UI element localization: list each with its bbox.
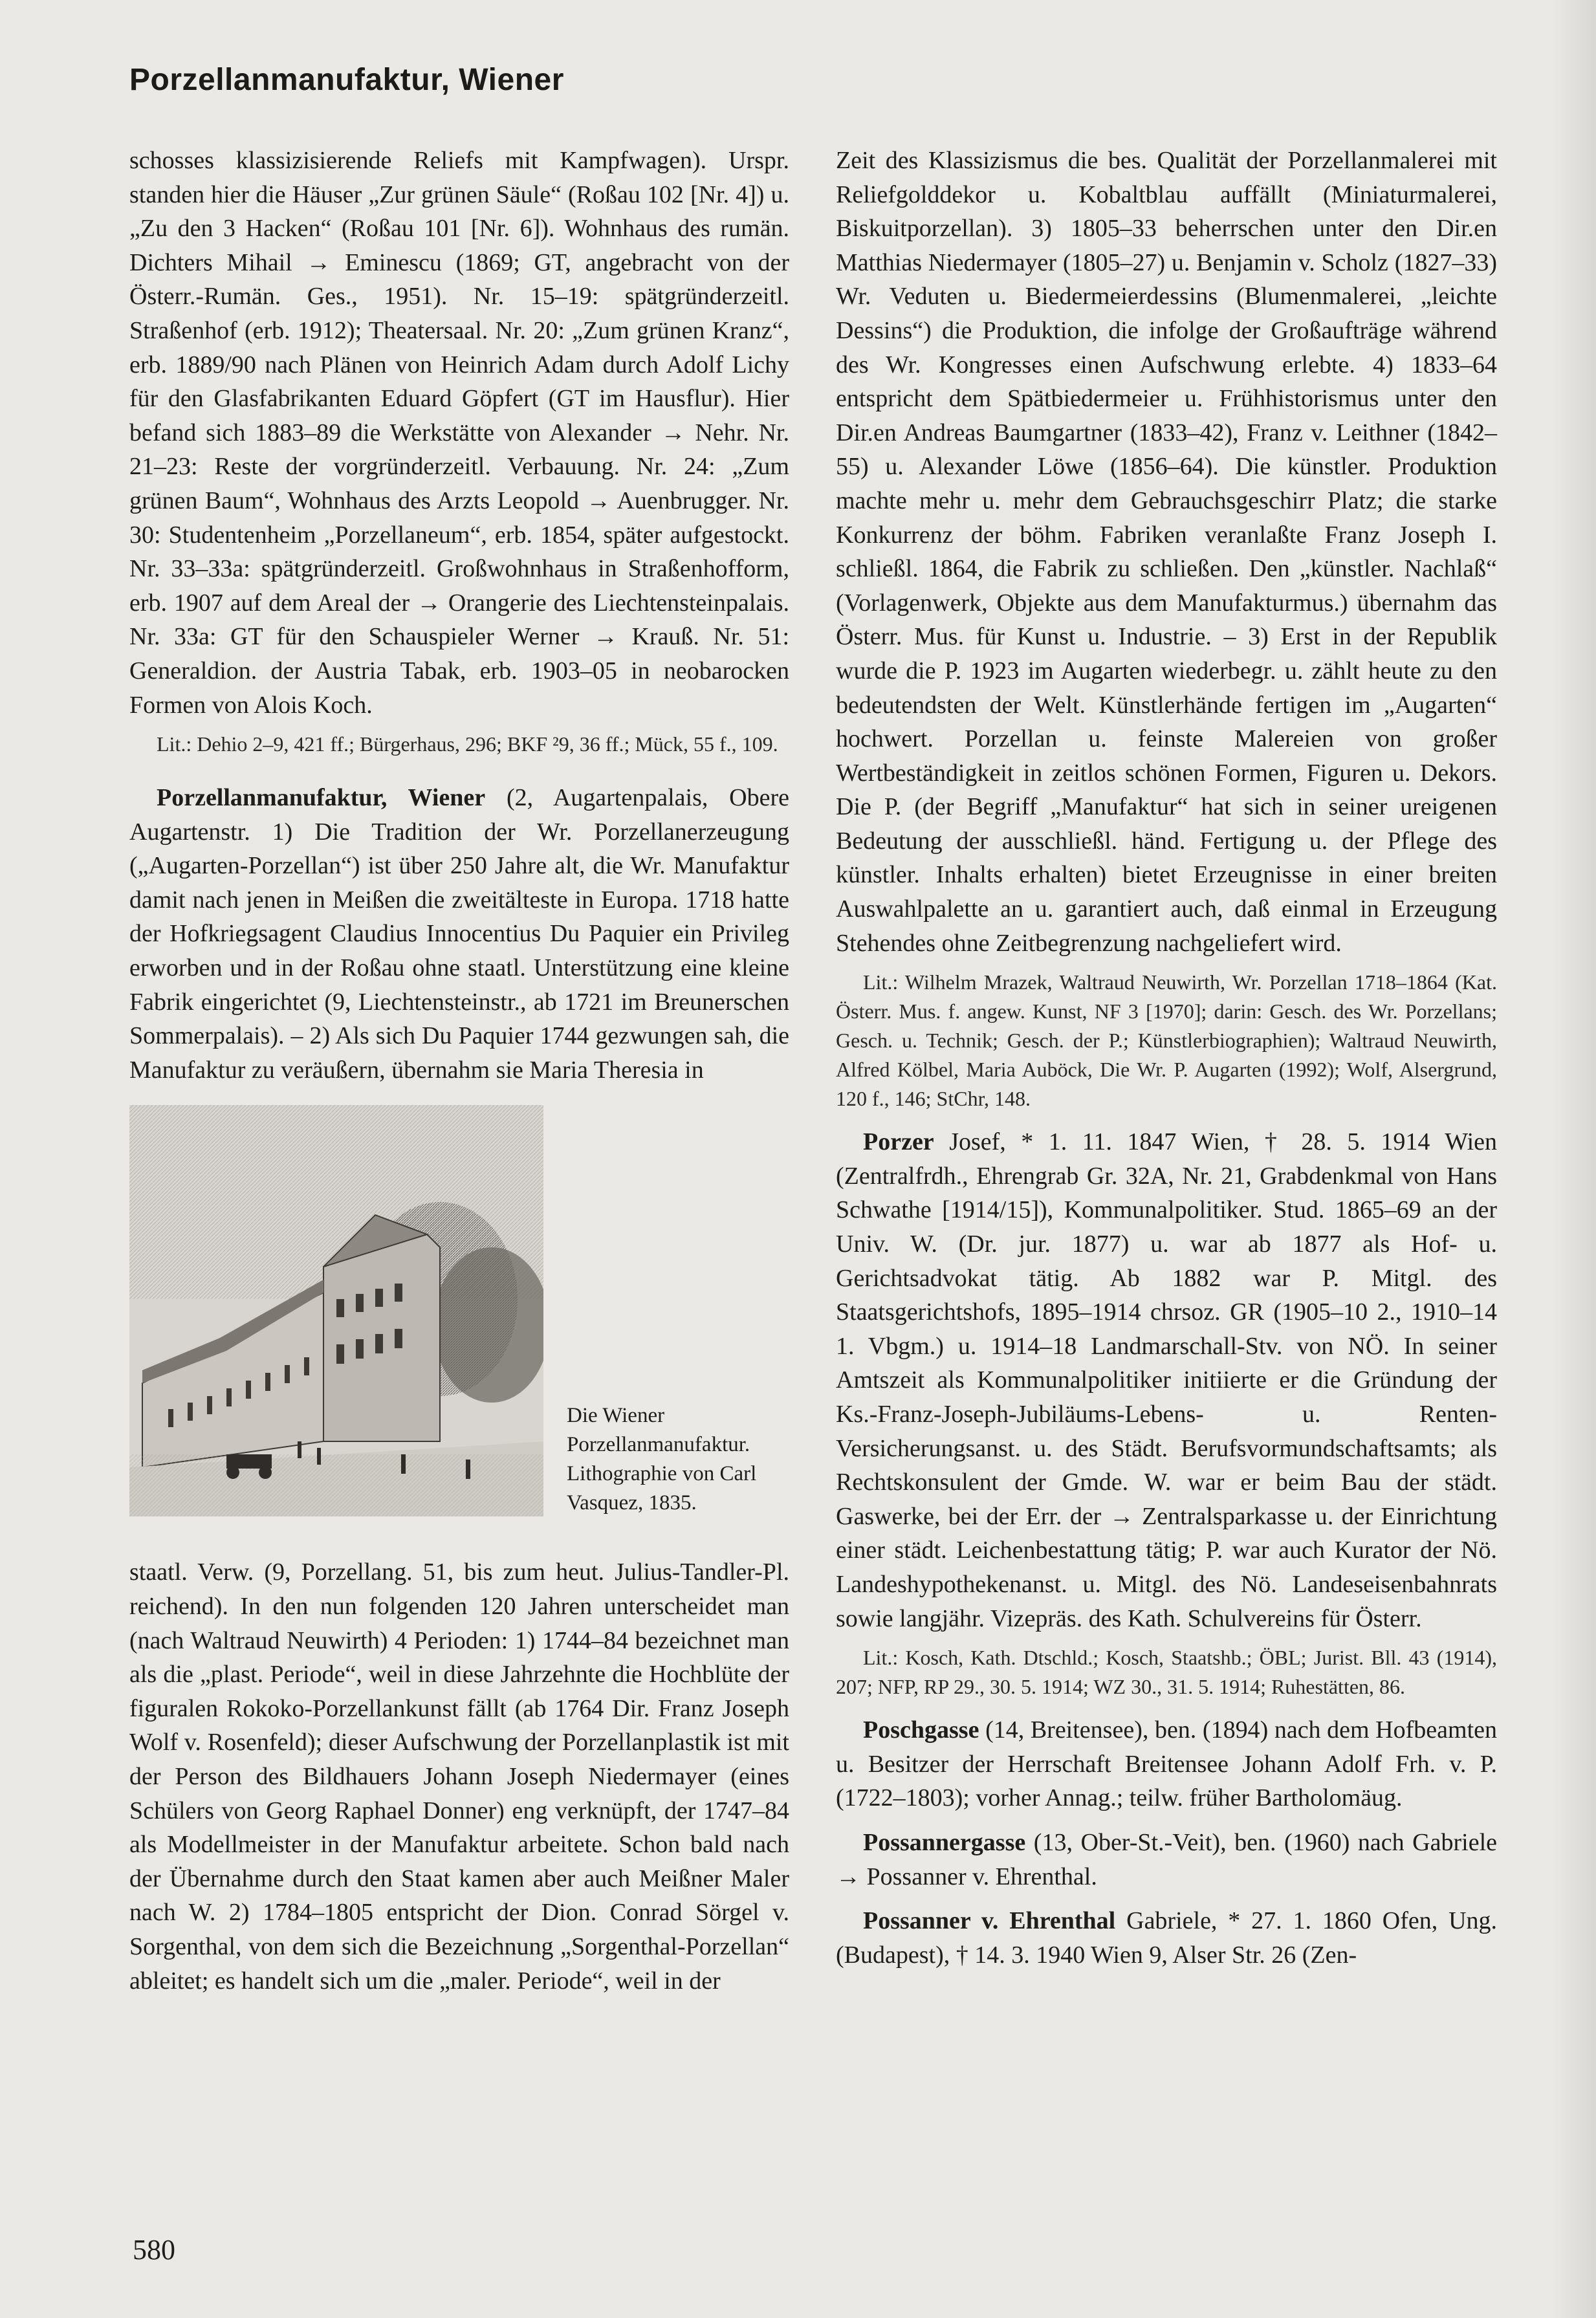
running-head: Porzellanmanufaktur, Wiener xyxy=(129,63,564,97)
possannergasse-text: (13, Ober-St.-Veit), ben. (1960) nach Gabriele → Possanner v. Ehrenthal. xyxy=(836,1828,1497,1890)
entry-text-2: staatl. Verw. (9, Porzellang. 51, bis zum heut. Julius-Tandler-Pl. reichend). In den nun folgenden 120 Jahren unterscheidet man (nach Waltraud Neuwirth) 4 Perioden: 1) 1744–84 bezeichnet man als die „plast. Periode“, weil in diese Jahrzehnte die Hochblüte der figuralen Rokoko-Porzellankunst fällt (ab 1764 Dir. Franz Joseph Wolf v. Rosenfeld); dieser Aufschwung der Porzellanplastik ist mit der Person des Bildhauers Johann Joseph Niedermayer (eines Schülers von Georg Raphael Donner) eng verknüpft, der 1747–84 als Modellmeister in der Manufaktur arbeitete. Schon bald nach der Übernahme durch den Staat kamen aber auch Meißner Maler nach W. 2) 1784–1805 entspricht der Dion. Conrad Sörgel v. Sorgenthal, von dem sich die Bezeichnung „Sorgenthal-Porzellan“ ableitet; es handelt sich um die „maler. Periode“, weil in der xyxy=(129,1558,789,1995)
entry-porzer xyxy=(836,1125,1497,1635)
entry-literature: Lit.: Wilhelm Mrazek, Waltraud Neuwirth, Wr. Porzellan 1718–1864 (Kat. Österr. Mus. f. angew. Kunst, NF 3 [1970]; darin: Gesch. des Wr. Porzellans; Gesch. u. Technik; Gesch. der P.; Künstlerbiographien); Waltraud Neuwirth, Alfred Kölbel, Maria Auböck, Die Wr. P. Augarten (1992); Wolf, Alsergrund, 120 f., 146; StChr, 148. xyxy=(836,970,1497,1111)
porzer-lemma: Porzer xyxy=(863,1128,934,1156)
entry-text-1: (2, Augartenpalais, Obere Augartenstr. 1) Die Tradition der Wr. Porzellanerzeugung („Augarten-Porzellan“) ist über 250 Jahre alt, die Wr. Manufaktur damit nach jenen in Meißen die zweitälteste in Europa. 1718 hatte der Hofkriegsagent Claudius Innocentius Du Paquier ein Privileg erworben und in der Roßau ohne staatl. Unterstützung eine kleine Fabrik eingerichtet (9, Liechtensteinstr., ab 1721 im Breunerschen Sommerpalais). – 2) Als sich Du Paquier 1744 gezwungen sah, die Manufaktur zu veräußern, übernahm sie Maria Theresia in xyxy=(129,784,790,1084)
possanner-lemma: Possanner v. Ehrenthal xyxy=(863,1907,1116,1935)
poschgasse-lemma: Poschgasse xyxy=(863,1716,979,1744)
continuation-literature: Lit.: Dehio 2–9, 421 ff.; Bürgerhaus, 296; BKF ²9, 36 ff.; Mück, 55 f., 109. xyxy=(157,732,778,756)
possannergasse-lemma: Possannergasse xyxy=(863,1828,1026,1856)
right-column xyxy=(836,144,1497,1972)
page-number: 580 xyxy=(133,2234,175,2266)
entry-porzellanmanufaktur xyxy=(129,781,789,1087)
possanner-text: Gabriele, * 27. 1. 1860 Ofen, Ung. (Budapest), † 14. 3. 1940 Wien 9, Alser Str. 26 (Zen- xyxy=(836,1907,1498,1969)
left-column xyxy=(129,144,789,1998)
porzer-literature: Lit.: Kosch, Kath. Dtschld.; Kosch, Staatshb.; ÖBL; Jurist. Bll. 43 (1914), 207; NFP, RP 29., 30. 5. 1914; WZ 30., 31. 5. 1914; Ruhestätten, 86. xyxy=(836,1646,1497,1699)
porzer-text: Josef, * 1. 11. 1847 Wien, † 28. 5. 1914 Wien (Zentralfrdh., Ehrengrab Gr. 32A, Nr. 21, Grabdenkmal von Hans Schwathe [1914/15]), Kommunalpolitiker. Stud. 1865–69 an der Univ. W. (Dr. jur. 1877) u. war ab 1877 als Hof- u. Gerichtsadvokat tätig. Ab 1882 war P. Mitgl. des Staatsgerichtshofs, 1895–1914 chrsoz. GR (1905–10 2., 1910–14 1. Vbgm.) u. 1914–18 Landmarschall-Stv. von NÖ. In seiner Amtszeit als Kommunalpolitiker initiierte er die Gründung der Ks.-Franz-Joseph-Jubiläums-Lebens- u. Renten-Versicherungsanst. u. des Städt. Berufsvormundschaftsamts; als Rechtskonsulent der Gmde. W. war er beim Bau der städt. Gaswerke, bei der Err. der → Zentralsparkasse u. der Einrichtung einer städt. Leichenbestattung tätig; P. war auch Kurator der Nö. Landeshypothekenanst. u. Mitgl. des Nö. Landeseisenbahnrats sowie langjähr. Vizepräs. des Kath. Schulvereins für Österr. xyxy=(836,1128,1497,1632)
entry-lemma: Porzellanmanufaktur, Wiener xyxy=(157,784,486,812)
entry-possanner xyxy=(836,1904,1497,1972)
continuation-paragraph: schosses klassizisierende Reliefs mit Kampfwagen). Urspr. standen hier die Häuser „Zur grünen Säule“ (Roßau 102 [Nr. 4]) u. „Zu den 3 Hacken“ (Roßau 101 [Nr. 6]). Wohnhaus des rumän. Dichters Mihail → Eminescu (1869; GT, angebracht von der Österr.-Rumän. Ges., 1951). Nr. 15–19: spätgründerzeitl. Straßenhof (erb. 1912); Theatersaal. Nr. 20: „Zum grünen Kranz“, erb. 1889/90 nach Plänen von Heinrich Adam durch Adolf Lichy für den Glasfabrikanten Eduard Göpfert (GT im Hausflur). Hier befand sich 1883–89 die Werkstätte von Alexander → Nehr. Nr. 21–23: Reste der vorgründerzeitl. Verbauung. Nr. 24: „Zum grünen Baum“, Wohnhaus des Arzts Leopold → Auenbrugger. Nr. 30: Studentenheim „Porzellaneum“, erb. 1854, später aufgestockt. Nr. 33–33a: spätgründerzeitl. Großwohnhaus in Straßenhofform, erb. 1907 auf dem Areal der → Orangerie des Liechtensteinpalais. Nr. 33a: GT für den Schauspieler Werner → Krauß. Nr. 51: Generaldion. der Austria Tabak, erb. 1903–05 in neobarocken Formen von Alois Koch. xyxy=(129,147,789,719)
figure-caption: Die Wiener Porzellanmanufaktur. Lithographie von Carl Vasquez, 1835. xyxy=(567,1404,757,1515)
lithograph-image xyxy=(129,1105,543,1516)
figure xyxy=(129,1105,789,1545)
page-edge-shadow xyxy=(1551,0,1596,2318)
entry-poschgasse xyxy=(836,1713,1497,1815)
poschgasse-text: (14, Breitensee), ben. (1894) nach dem Hofbeamten u. Besitzer der Herrschaft Breitensee Johann Adolf Frh. v. P. (1722–1803); vorher Annag.; teilw. früher Bartholomäug. xyxy=(836,1716,1497,1812)
entry-possannergasse xyxy=(836,1826,1497,1894)
entry-text-3: Zeit des Klassizismus die bes. Qualität der Porzellanmalerei mit Reliefgolddekor u. Kobaltblau auffällt (Miniaturmalerei, Biskuitporzellan). 3) 1805–33 beherrschen unter den Dir.en Matthias Niedermayer (1805–27) u. Benjamin v. Scholz (1827–33) Wr. Veduten u. Biedermeierdessins (Blumenmalerei, „leichte Dessins“) die Produktion, die infolge der Großaufträge während des Wr. Kongresses einen Aufschwung erlebte. 4) 1833–64 entspricht dem Spätbiedermeier u. Frühhistorismus unter den Dir.en Andreas Baumgartner (1833–42), Franz v. Leithner (1842–55) u. Alexander Löwe (1856–64). Die künstler. Produktion machte mehr u. mehr dem Gebrauchsgeschirr Platz; die starke Konkurrenz der böhm. Fabriken veranlaßte Franz Joseph I. schließl. 1864, die Fabrik zu schließen. Den „künstler. Nachlaß“ (Vorlagenwerk, Objekte aus dem Manufakturmus.) übernahm das Österr. Mus. für Kunst u. Industrie. – 3) Erst in der Republik wurde die P. 1923 im Augarten wiederbegr. u. zählt heute zu den bedeutendsten der Welt. Künstlerhände fertigen im „Augarten“ hochwert. Porzellan u. feinste Malereien von großer Wertbeständigkeit in zeitlos schönen Formen, Figuren u. Dekors. Die P. (der Begriff „Manufaktur“ hat sich in seiner ureigenen Bedeutung der ausschließl. händ. Fertigung u. der Pflege des künstler. Inhalts erhalten) bietet Erzeugnisse in einer breiten Auswahlpalette an u. garantiert auch, daß einmal in Erzeugung Stehendes ohne Zeitbegrenzung nachgeliefert wird. xyxy=(836,147,1497,957)
